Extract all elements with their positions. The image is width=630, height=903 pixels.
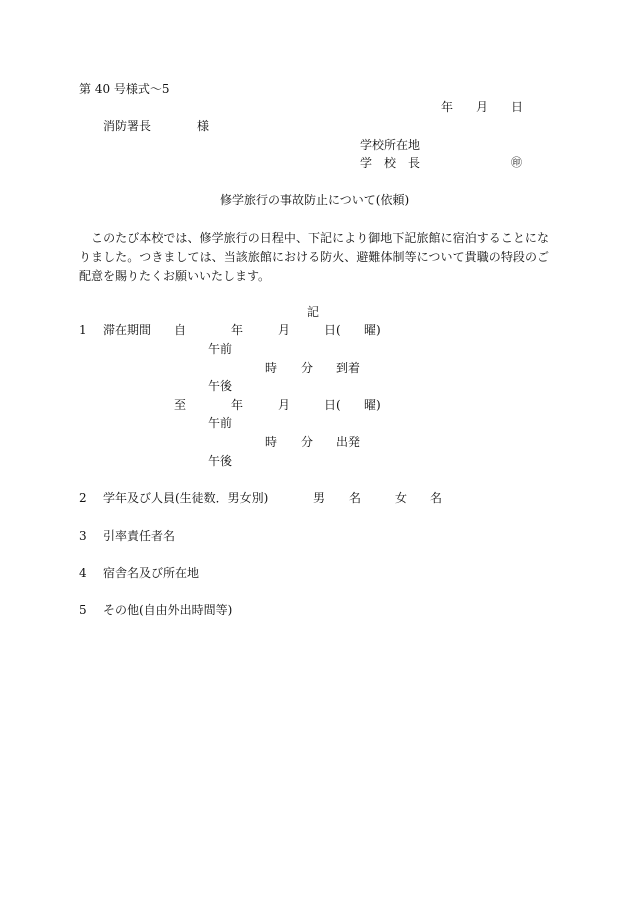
seal-mark: ㊞ — [511, 156, 522, 169]
document-title: 修学旅行の事故防止について(依頼) — [220, 193, 410, 207]
departure-am: 午前 — [208, 416, 233, 430]
date-year-label: 年 — [441, 100, 454, 114]
stay-to-year: 年 — [231, 398, 244, 412]
female-label: 女 — [395, 491, 408, 505]
item-3-number: 3 — [79, 529, 87, 543]
item-5-label: その他(自由外出時間等) — [103, 603, 233, 617]
stay-to-label: 至 — [174, 398, 187, 412]
male-label: 男 — [313, 491, 326, 505]
addressee-title: 消防署長 — [103, 119, 152, 133]
male-count-unit: 名 — [349, 491, 362, 505]
arrival-label: 到着 — [336, 361, 361, 375]
item-3-label: 引率責任者名 — [103, 529, 176, 543]
item-1-label: 滞在期間 — [103, 323, 152, 337]
stay-from-weekday: 曜) — [364, 323, 381, 337]
arrival-am: 午前 — [208, 342, 233, 356]
arrival-minute: 分 — [301, 361, 314, 375]
stay-from-label: 自 — [174, 323, 187, 337]
date-month-label: 月 — [476, 100, 489, 114]
stay-to-month: 月 — [278, 398, 291, 412]
departure-minute: 分 — [301, 435, 314, 449]
ki-heading: 記 — [307, 305, 320, 319]
school-location-label: 学校所在地 — [360, 138, 421, 152]
stay-to-weekday: 曜) — [364, 398, 381, 412]
arrival-pm: 午後 — [208, 379, 233, 393]
stay-from-day: 日( — [324, 323, 341, 337]
departure-pm: 午後 — [208, 454, 233, 468]
body-paragraph: このたび本校では、修学旅行の日程中、下記により御地下記旅館に宿泊することになりました。つきましては、当該旅館における防火、避難体制等について貴職の特段のご配意を賜りたくお願いいたします。 — [79, 231, 549, 283]
item-2-number: 2 — [79, 491, 87, 505]
item-4-label: 宿舎名及び所在地 — [103, 566, 200, 580]
item-2-label: 学年及び人員(生徒数．男女別) — [103, 491, 269, 505]
departure-label: 出発 — [336, 435, 361, 449]
stay-to-day: 日( — [324, 398, 341, 412]
addressee-honorific: 様 — [197, 119, 210, 133]
date-day-label: 日 — [511, 100, 524, 114]
departure-hour: 時 — [265, 435, 278, 449]
stay-from-year: 年 — [231, 323, 244, 337]
female-count-unit: 名 — [430, 491, 443, 505]
item-4-number: 4 — [79, 566, 87, 580]
item-5-number: 5 — [79, 603, 87, 617]
item-1-number: 1 — [79, 323, 87, 337]
stay-from-month: 月 — [278, 323, 291, 337]
arrival-hour: 時 — [265, 361, 278, 375]
principal-label: 学 校 長 — [360, 156, 421, 170]
form-number: 第 40 号様式〜5 — [79, 82, 170, 96]
